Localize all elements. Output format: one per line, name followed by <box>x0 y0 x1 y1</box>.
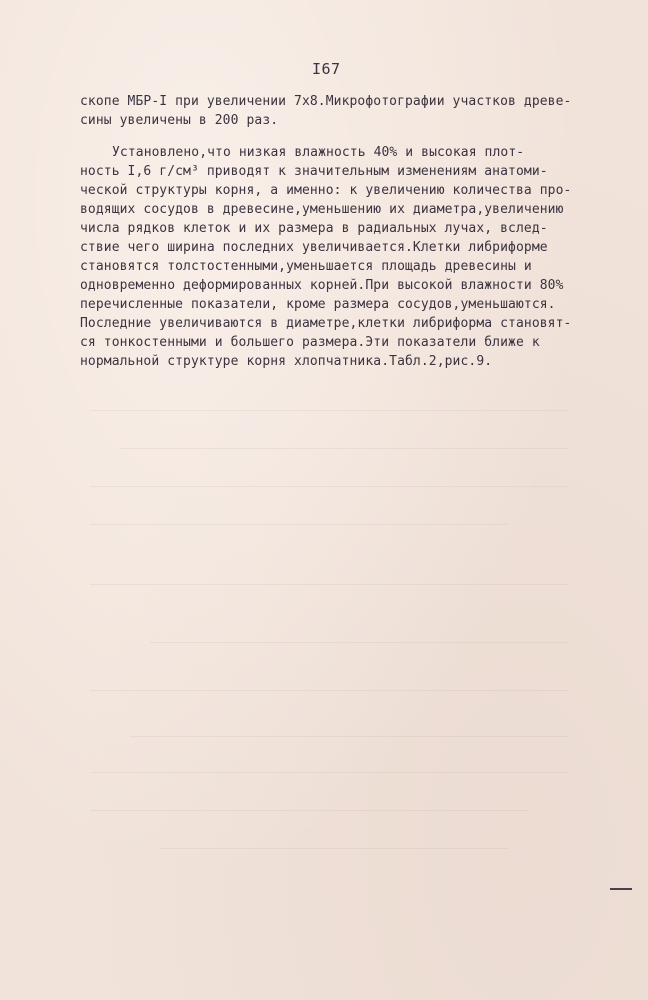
margin-dash-mark <box>610 888 632 890</box>
text-line-6: водящих сосудов в древесине,уменьшению их диаметра,увеличению <box>80 202 564 217</box>
show-through-line <box>90 524 508 525</box>
text-line-12: Последние увеличиваются в диаметре,клетки либриформа становят- <box>80 316 572 331</box>
text-line-5: ческой структуры корня, а именно: к увеличению количества про- <box>80 183 572 198</box>
text-line-4: ность I,6 г/см³ приводят к значительным изменениям анатоми- <box>80 164 548 179</box>
text-line-1: скопе МБР-I при увеличении 7х8.Микрофотографии участков древе- <box>80 94 572 109</box>
text-line-3: Установлено,что низкая влажность 40% и высокая плот- <box>112 145 525 160</box>
text-line-8: ствие чего ширина последних увеличивается.Клетки либриформе <box>80 240 548 255</box>
show-through-line <box>160 848 508 849</box>
text-line-9: становятся толстостенными,уменьшается площадь древесины и <box>80 259 532 274</box>
text-line-7: числа рядков клеток и их размера в радиальных лучах, вслед- <box>80 221 548 236</box>
text-line-13: ся тонкостенными и большего размера.Эти показатели ближе к <box>80 335 540 350</box>
text-line-11: перечисленные показатели, кроме размера сосудов,уменьшаются. <box>80 297 556 312</box>
show-through-line <box>120 448 568 449</box>
text-line-2: сины увеличены в 200 раз. <box>80 113 279 128</box>
show-through-line <box>90 410 568 411</box>
text-line-10: одновременно деформированных корней.При высокой влажности 80% <box>80 278 564 293</box>
show-through-line <box>90 810 528 811</box>
show-through-line <box>90 690 568 691</box>
show-through-line <box>90 772 568 773</box>
page-number: I67 <box>312 60 341 78</box>
show-through-line <box>90 584 568 585</box>
show-through-line <box>150 642 568 643</box>
text-line-14: нормальной структуре корня хлопчатника.Табл.2,рис.9. <box>80 354 493 369</box>
show-through-line <box>130 736 568 737</box>
show-through-line <box>90 486 568 487</box>
